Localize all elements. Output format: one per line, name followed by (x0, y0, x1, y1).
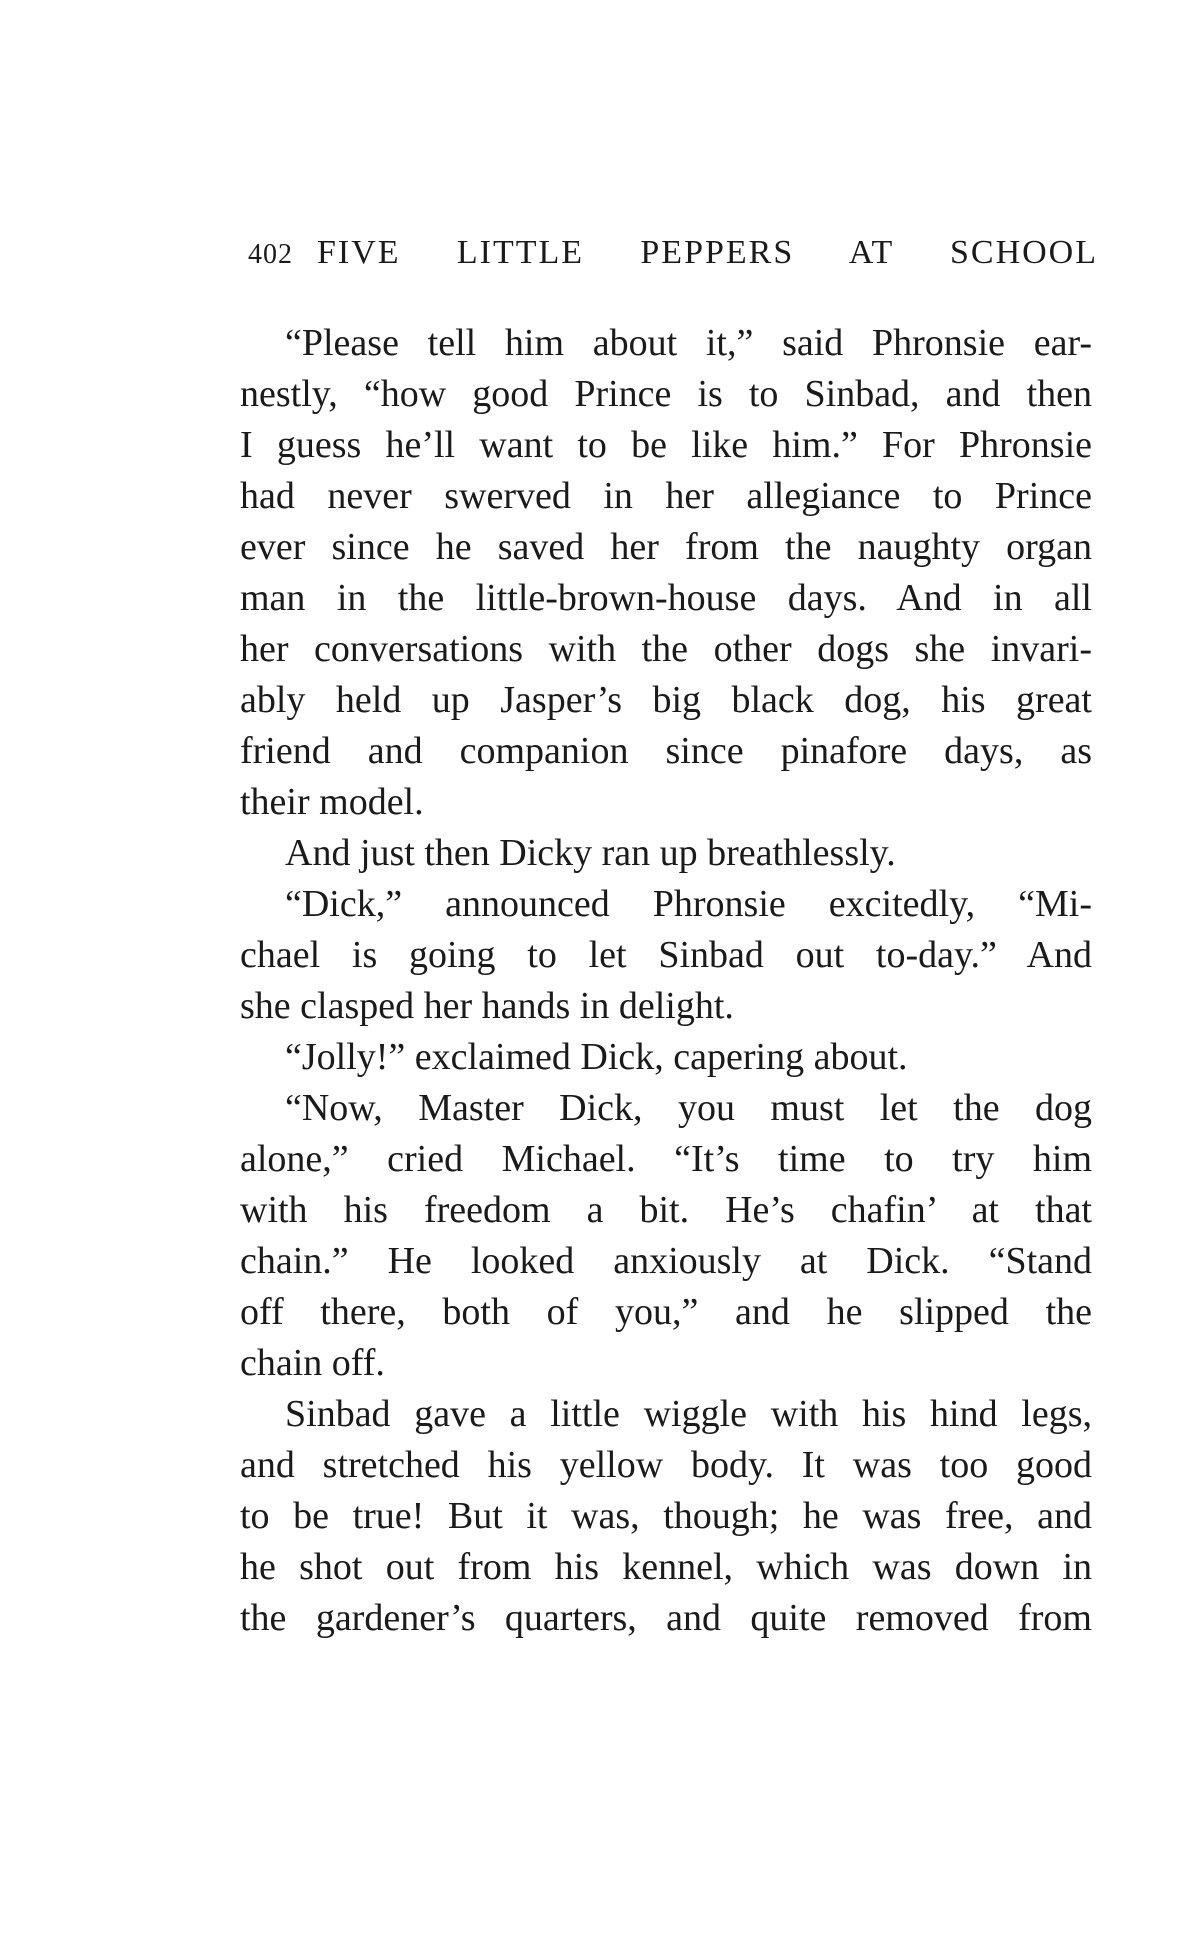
text-line: the gardener’s quarters, and quite removed from (240, 1597, 1092, 1639)
text-line: their model. (240, 781, 424, 823)
text-line: her conversations with the other dogs she invari- (240, 628, 1092, 670)
text-line: chain off. (240, 1342, 385, 1384)
text-line: chael is going to let Sinbad out to-day.” And (240, 934, 1092, 976)
text-line: off there, both of you,” and he slipped the (240, 1291, 1092, 1333)
text-line: and stretched his yellow body. It was too good (240, 1444, 1092, 1486)
text-line: alone,” cried Michael. “It’s time to try him (240, 1138, 1092, 1180)
text-line: “Please tell him about it,” said Phronsie ear- (285, 322, 1092, 364)
text-line: to be true! But it was, though; he was free, and (240, 1495, 1092, 1537)
text-line: friend and companion since pinafore days, as (240, 730, 1092, 772)
text-line: And just then Dicky ran up breathlessly. (285, 832, 896, 874)
running-head (248, 234, 1098, 282)
text-line: with his freedom a bit. He’s chafin’ at that (240, 1189, 1092, 1231)
text-line: chain.” He looked anxiously at Dick. “Stand (240, 1240, 1092, 1282)
text-line: ever since he saved her from the naughty organ (240, 526, 1092, 568)
text-line: she clasped her hands in delight. (240, 985, 734, 1027)
text-line: nestly, “how good Prince is to Sinbad, and then (240, 373, 1092, 415)
text-line: “Jolly!” exclaimed Dick, capering about. (285, 1036, 908, 1078)
text-line: ably held up Jasper’s big black dog, his great (240, 679, 1092, 721)
text-line: Sinbad gave a little wiggle with his hind legs, (285, 1393, 1092, 1435)
text-line: I guess he’ll want to be like him.” For Phronsie (240, 424, 1092, 466)
text-line: man in the little-brown-house days. And in all (240, 577, 1092, 619)
page-number: 402 (248, 239, 293, 270)
text-line: he shot out from his kennel, which was down in (240, 1546, 1092, 1588)
body-text (240, 318, 1092, 1644)
text-line: “Now, Master Dick, you must let the dog (285, 1087, 1092, 1129)
text-line: had never swerved in her allegiance to Prince (240, 475, 1092, 517)
text-line: “Dick,” announced Phronsie excitedly, “Mi- (285, 883, 1092, 925)
book-title-header: FIVE LITTLE PEPPERS AT SCHOOL (317, 234, 1098, 271)
